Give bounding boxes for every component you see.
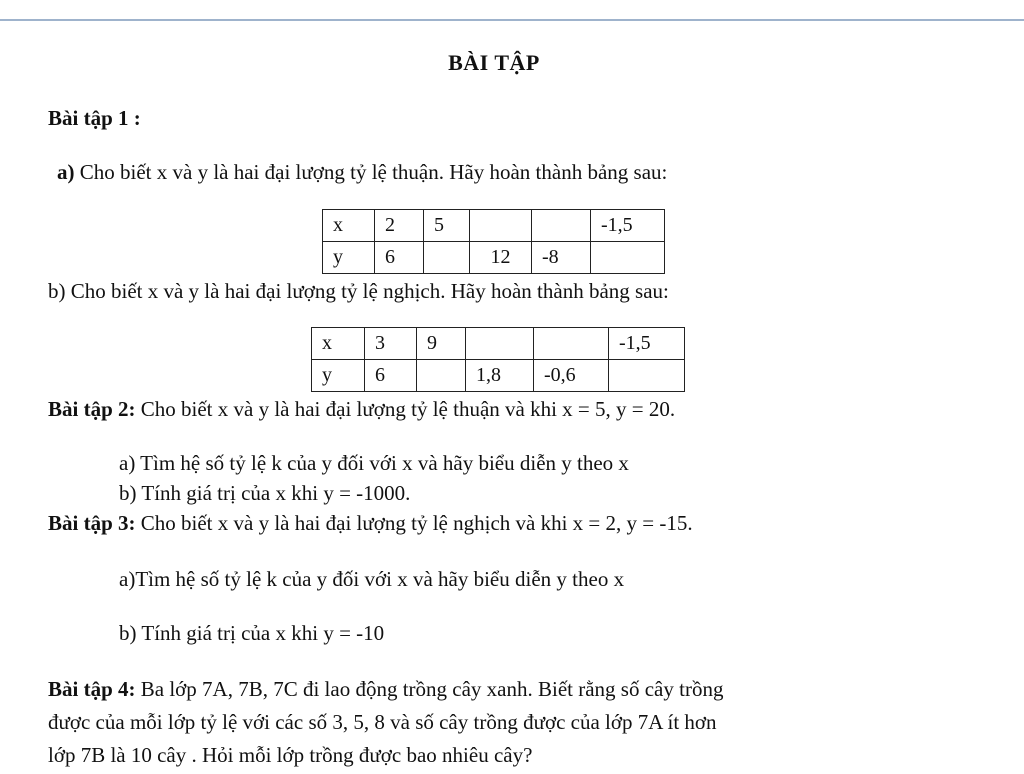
table-row <box>312 360 685 392</box>
table-cell <box>417 360 466 392</box>
ex4-line2: được của mỗi lớp tỷ lệ với các số 3, 5, 8 và số cây trồng được của lớp 7A ít hơn <box>48 710 717 734</box>
table-row <box>323 210 665 242</box>
table-cell <box>534 328 609 360</box>
ex2-heading: Bài tập 2: <box>48 397 136 421</box>
table-cell <box>609 360 685 392</box>
table-cell: 6 <box>375 242 424 274</box>
page-title: BÀI TẬP <box>448 50 540 75</box>
table-cell: x <box>312 328 365 360</box>
ex1-table-b <box>311 327 685 392</box>
page-top-border <box>0 19 1024 21</box>
ex4-heading: Bài tập 4: <box>48 677 136 701</box>
ex4-line3: lớp 7B là 10 cây . Hỏi mỗi lớp trồng được bao nhiêu cây? <box>48 743 533 767</box>
ex3-text: Cho biết x và y là hai đại lượng tỷ lệ nghịch và khi x = 2, y = -15. <box>135 511 693 535</box>
table-cell: -1,5 <box>591 210 665 242</box>
ex1-part-a <box>57 160 667 184</box>
ex3-part-b: b) Tính giá trị của x khi y = -10 <box>119 621 385 645</box>
table-cell <box>466 328 534 360</box>
ex2-statement <box>48 397 675 421</box>
table-cell: y <box>312 360 365 392</box>
table-row <box>323 242 665 274</box>
ex1-part-b: b) Cho biết x và y là hai đại lượng tỷ lệ nghịch. Hãy hoàn thành bảng sau: <box>48 279 669 303</box>
table-cell: -1,5 <box>609 328 685 360</box>
table-cell: 6 <box>365 360 417 392</box>
table-cell: 1,8 <box>466 360 534 392</box>
table-cell <box>424 242 470 274</box>
table-cell <box>470 210 532 242</box>
table-cell: 9 <box>417 328 466 360</box>
ex1-part-a-label: a) <box>57 160 75 184</box>
table-cell: 12 <box>470 242 532 274</box>
ex4-line1: Ba lớp 7A, 7B, 7C đi lao động trồng cây xanh. Biết rằng số cây trồng <box>135 677 724 701</box>
ex2-text: Cho biết x và y là hai đại lượng tỷ lệ thuận và khi x = 5, y = 20. <box>135 397 676 421</box>
table-cell: 2 <box>375 210 424 242</box>
table-cell: -0,6 <box>534 360 609 392</box>
table-cell: -8 <box>532 242 591 274</box>
table-cell: 5 <box>424 210 470 242</box>
ex2-part-a: a) Tìm hệ số tỷ lệ k của y đối với x và hãy biểu diễn y theo x <box>119 451 629 475</box>
ex3-statement <box>48 511 693 535</box>
ex3-part-a: a)Tìm hệ số tỷ lệ k của y đối với x và hãy biểu diễn y theo x <box>119 567 625 591</box>
ex2-part-b: b) Tính giá trị của x khi y = -1000. <box>119 481 411 505</box>
table-cell <box>532 210 591 242</box>
ex3-heading: Bài tập 3: <box>48 511 136 535</box>
ex1-heading: Bài tập 1 : <box>48 106 141 130</box>
table-cell <box>591 242 665 274</box>
table-cell: y <box>323 242 375 274</box>
table-row <box>312 328 685 360</box>
ex1-table-a <box>322 209 665 274</box>
table-cell: 3 <box>365 328 417 360</box>
table-cell: x <box>323 210 375 242</box>
ex4-statement <box>48 677 723 701</box>
ex1-part-a-text: Cho biết x và y là hai đại lượng tỷ lệ thuận. Hãy hoàn thành bảng sau: <box>74 160 668 184</box>
